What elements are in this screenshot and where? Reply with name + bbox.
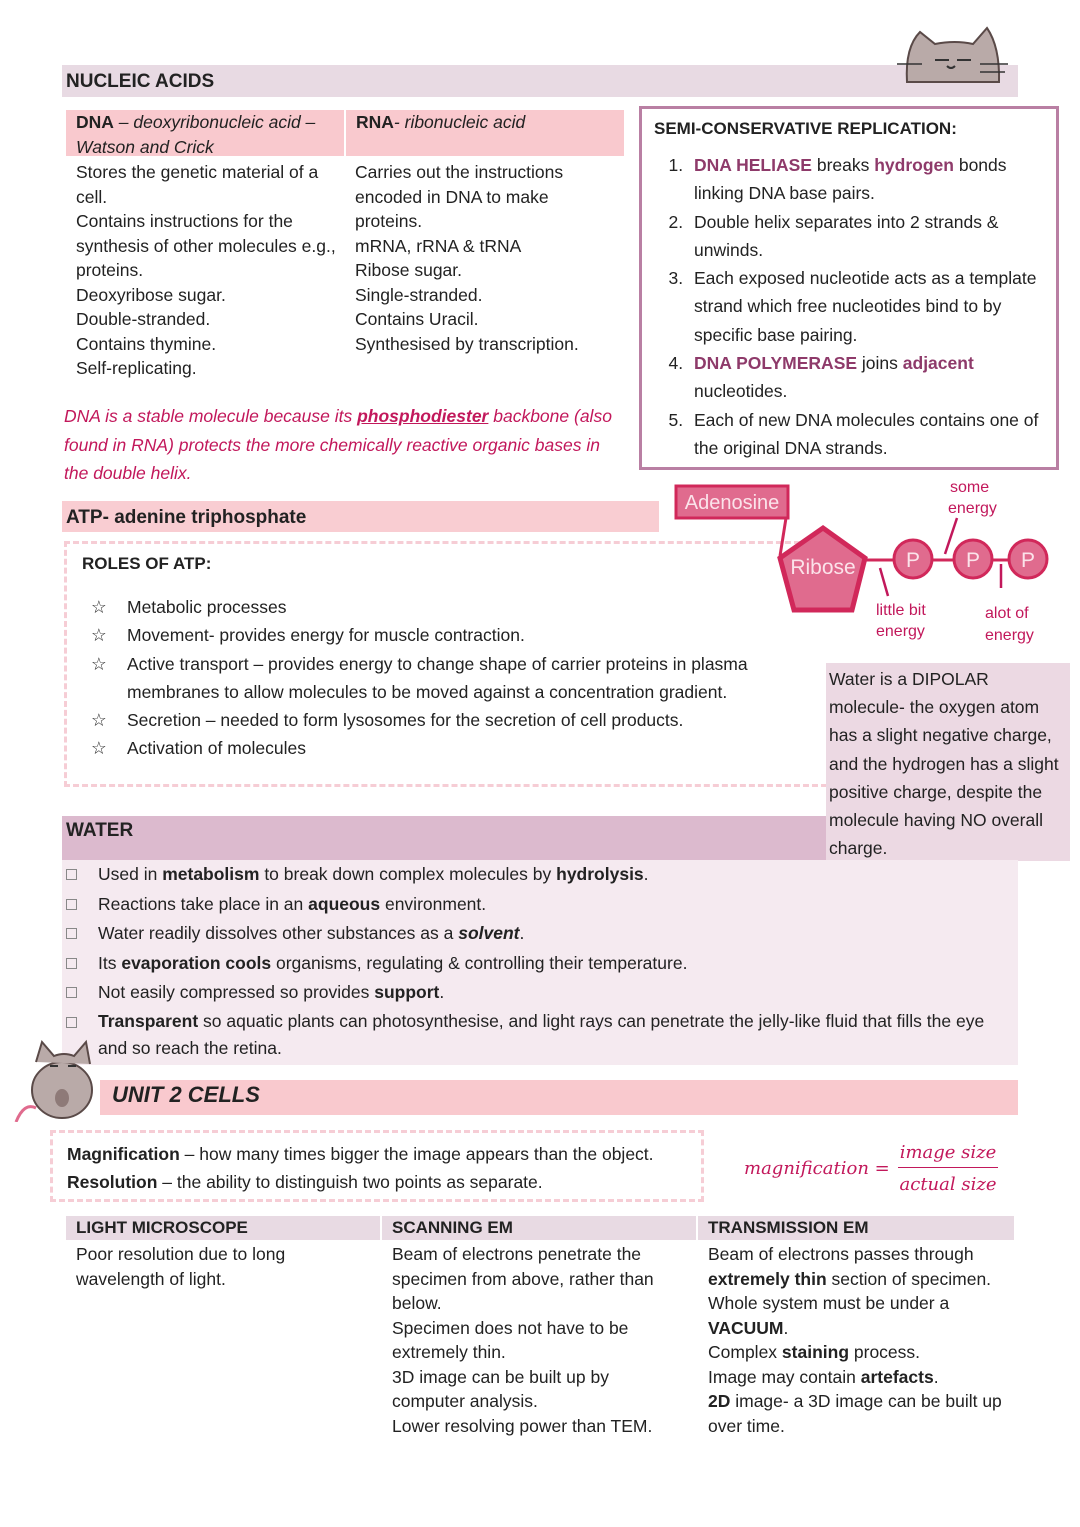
atp-role: ☆ Movement- provides energy for muscle contraction. xyxy=(75,621,775,649)
dna-stability-note xyxy=(64,402,624,488)
tem-line: Complex staining process. xyxy=(708,1342,921,1362)
rna-label: RNA xyxy=(356,112,394,132)
dna-line: Stores the genetic material of a cell. xyxy=(76,162,319,207)
water-item: Used in metabolism to break down complex molecules by hydrolysis. xyxy=(62,860,992,890)
note-text: DNA is a stable molecule because its xyxy=(64,406,358,426)
water-item: Its evaporation cools organisms, regulating & controlling their temperature. xyxy=(62,949,992,979)
tem-line: extremely thin section of specimen. xyxy=(708,1268,992,1289)
dna-line: Contains instructions for the synthesis of other molecules e.g., proteins. xyxy=(76,211,336,280)
dna-subtitle: – deoxyribonucleic acid – Watson and Crick xyxy=(76,112,316,157)
ribose-label: Ribose xyxy=(790,556,856,579)
rna-line: Single-stranded. xyxy=(355,284,483,305)
replication-step: 2. Double helix separates into 2 strands & unwinds. xyxy=(688,208,1044,265)
replication-title: SEMI-CONSERVATIVE REPLICATION: xyxy=(654,119,957,138)
light-microscope-text: Poor resolution due to long wavelength of light. xyxy=(76,1244,286,1289)
rna-line: Ribose sugar. xyxy=(355,260,463,280)
phosphate-label: P xyxy=(965,549,981,572)
phosphate-label: P xyxy=(1020,549,1036,572)
replication-box xyxy=(639,106,1059,470)
cat-illustration-icon xyxy=(14,1032,104,1122)
dna-line: Deoxyribose sugar. xyxy=(76,284,226,305)
dna-line: Double-stranded. xyxy=(76,309,211,329)
rna-properties xyxy=(355,160,617,356)
water-item: Reactions take place in an aqueous environment. xyxy=(62,890,992,920)
dipolar-note: Water is a DIPOLAR molecule- the oxygen atom has a slight negative charge, and the hydrogen has a slight positive charge, despite the molecule having NO overall charge. xyxy=(826,663,1070,861)
phosphate-label: P xyxy=(905,549,921,572)
formula-numerator: image size xyxy=(898,1142,999,1168)
alot-energy-label: alot of xyxy=(985,605,1029,622)
atp-role: ☆ Secretion – needed to form lysosomes for the secretion of cell products. xyxy=(75,706,775,734)
water-list xyxy=(62,860,992,1062)
section-header-atp: ATP- adenine triphosphate xyxy=(62,501,659,532)
magnification-definition: Magnification – how many times bigger the image appears than the object. xyxy=(67,1144,654,1164)
definitions xyxy=(67,1140,654,1196)
rna-line: mRNA, rRNA & tRNA xyxy=(355,235,522,256)
dna-label: DNA xyxy=(76,112,114,132)
replication-step: 5. Each of new DNA molecules contains one of the original DNA strands. xyxy=(688,406,1044,463)
tem-line: 2D image- a 3D image can be built up over time. xyxy=(708,1391,1002,1436)
replication-step: 3. Each exposed nucleotide acts as a template strand which free nucleotides bind to by specific base pairing. xyxy=(688,264,1044,349)
resolution-definition: Resolution – the ability to distinguish two points as separate. xyxy=(67,1172,543,1192)
alot-energy-label: energy xyxy=(985,627,1034,644)
dna-properties xyxy=(76,160,338,381)
atp-roles-title: ROLES OF ATP: xyxy=(82,554,212,573)
tem-line: Beam of electrons passes through xyxy=(708,1244,974,1264)
sem-text: Beam of electrons penetrate the specimen from above, rather than below. Specimen does not have to be extremely thin. 3D image can be built up by computer analysis. Lower resolving power than TEM. xyxy=(392,1244,654,1436)
water-item: Transparent so aquatic plants can photosynthesise, and light rays can penetrate the jelly-like fluid that fills the eye and so reach the retina. xyxy=(62,1008,992,1062)
some-energy-label: some xyxy=(950,479,990,496)
section-header-nucleic-acids: NUCLEIC ACIDS xyxy=(62,65,1018,97)
dna-line: Contains thymine. xyxy=(76,333,217,354)
dna-line: Self-replicating. xyxy=(76,358,197,378)
adenosine-label: Adenosine xyxy=(684,492,780,514)
atp-diagram xyxy=(660,478,1080,648)
formula-denominator: actual size xyxy=(899,1174,997,1195)
dna-header xyxy=(66,110,344,156)
atp-role: ☆ Metabolic processes xyxy=(75,593,775,621)
tem-header: TRANSMISSION EM xyxy=(698,1216,1014,1240)
note-text: backbone (also found in RNA) protects the more chemically reactive organic bases in the double helix. xyxy=(64,406,612,483)
rna-line: Contains Uracil. xyxy=(355,309,479,329)
atp-role: ☆ Activation of molecules xyxy=(75,734,775,762)
light-microscope-header: LIGHT MICROSCOPE xyxy=(66,1216,380,1240)
magnification-formula xyxy=(744,1142,998,1195)
some-energy-label: energy xyxy=(948,500,997,517)
little-energy-label: energy xyxy=(876,623,925,640)
section-header-water: WATER xyxy=(62,816,826,860)
unit2-title: UNIT 2 CELLS xyxy=(112,1082,260,1107)
rna-line: Carries out the instructions encoded in DNA to make proteins. xyxy=(355,162,564,231)
sem-header: SCANNING EM xyxy=(382,1216,696,1240)
tem-line: Whole system must be under a VACUUM. xyxy=(708,1293,950,1338)
rna-subtitle: - ribonucleic acid xyxy=(393,112,526,132)
formula-lhs: magnification = xyxy=(744,1158,890,1179)
little-energy-label: little bit xyxy=(876,602,926,619)
replication-step: 1. DNA HELIASE breaks hydrogen bonds linking DNA base pairs. xyxy=(688,151,1044,208)
tem-text xyxy=(708,1242,1008,1438)
replication-step: 4. DNA POLYMERASE joins adjacent nucleotides. xyxy=(688,349,1044,406)
water-item: Not easily compressed so provides support. xyxy=(62,978,992,1008)
rna-line: Synthesised by transcription. xyxy=(355,333,579,354)
tem-line: Image may contain artefacts. xyxy=(708,1366,939,1387)
note-keyword: phosphodiester xyxy=(357,406,489,426)
cat-illustration-icon xyxy=(895,22,1010,97)
atp-role: ☆ Active transport – provides energy to change shape of carrier proteins in plasma membranes to allow molecules to be moved against a concentration gradient. xyxy=(75,650,775,707)
water-item: Water readily dissolves other substances as a solvent. xyxy=(62,919,992,949)
rna-header xyxy=(346,110,624,156)
